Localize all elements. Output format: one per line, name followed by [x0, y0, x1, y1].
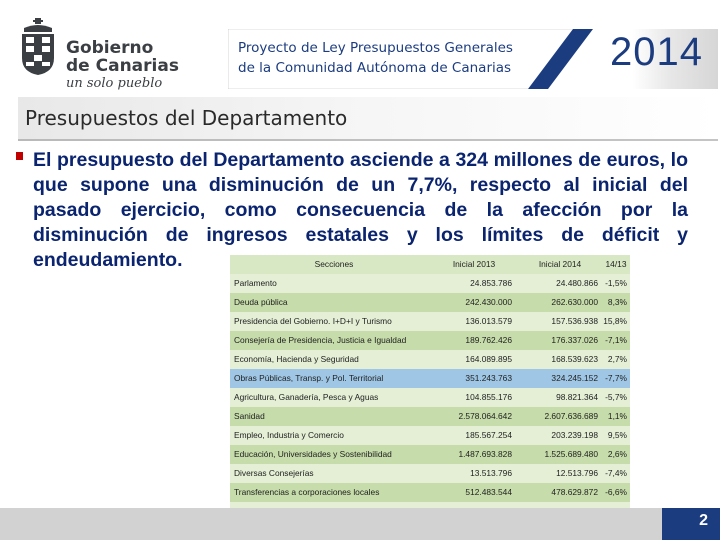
banner-line-2: de la Comunidad Autónoma de Canarias: [238, 60, 512, 76]
cell-variation: -5,7%: [605, 392, 627, 402]
cell-inicial-2014: 24.480.866: [556, 278, 598, 288]
table-row: [230, 464, 630, 483]
banner-line-1: Proyecto de Ley Presupuestos Generales: [238, 40, 513, 56]
cell-inicial-2013: 189.762.426: [465, 335, 512, 345]
table-row: [230, 350, 630, 369]
budget-table: [230, 255, 630, 525]
cell-variation: 9,5%: [607, 430, 627, 440]
cell-variation: 2,7%: [607, 354, 627, 364]
cell-inicial-2014: 12.513.796: [556, 468, 598, 478]
logo-line-canarias: de Canarias: [66, 56, 179, 76]
cell-section: Obras Públicas, Transp. y Pol. Territorial: [234, 373, 384, 383]
cell-inicial-2013: 185.567.254: [465, 430, 512, 440]
logo-tagline: un solo pueblo: [66, 76, 163, 91]
cell-section: Deuda pública: [234, 297, 288, 307]
cell-inicial-2013: 13.513.796: [470, 468, 512, 478]
cell-section: Diversas Consejerías: [234, 468, 314, 478]
header-inicial-2013: Inicial 2013: [452, 259, 496, 269]
cell-variation: -7,7%: [605, 373, 627, 383]
coat-of-arms-icon: [18, 18, 58, 76]
cell-inicial-2014: 176.337.026: [551, 335, 598, 345]
cell-section: Economía, Hacienda y Seguridad: [234, 354, 359, 364]
cell-inicial-2013: 512.483.544: [465, 487, 512, 497]
table-row: [230, 445, 630, 464]
table-row: [230, 388, 630, 407]
banner-title: [238, 38, 513, 78]
cell-section: Transferencias a corporaciones locales: [234, 487, 380, 497]
table-row: [230, 483, 630, 502]
cell-inicial-2014: 2.607.636.689: [544, 411, 598, 421]
table-row: [230, 407, 630, 426]
cell-inicial-2014: 1.525.689.480: [544, 449, 598, 459]
table-row: [230, 312, 630, 331]
cell-inicial-2014: 168.539.623: [551, 354, 598, 364]
cell-inicial-2014: 157.536.938: [551, 316, 598, 326]
cell-inicial-2013: 1.487.693.828: [458, 449, 512, 459]
table-row: [230, 274, 630, 293]
cell-inicial-2013: 351.243.763: [465, 373, 512, 383]
table-row: [230, 426, 630, 445]
cell-inicial-2014: 324.245.152: [551, 373, 598, 383]
table-header-row: [230, 255, 630, 274]
cell-section: Educación, Universidades y Sostenibilidad: [234, 449, 392, 459]
cell-variation: 1,1%: [607, 411, 627, 421]
cell-section: Presidencia del Gobierno. I+D+I y Turismo: [234, 316, 392, 326]
cell-inicial-2013: 24.853.786: [470, 278, 512, 288]
cell-section: Agricultura, Ganadería, Pesca y Aguas: [234, 392, 379, 402]
logo-line-gobierno: Gobierno: [66, 38, 154, 58]
cell-inicial-2013: 136.013.579: [465, 316, 512, 326]
cell-inicial-2013: 104.855.176: [465, 392, 512, 402]
section-title: Presupuestos del Departamento: [25, 106, 348, 130]
cell-section: Sanidad: [234, 411, 265, 421]
cell-inicial-2014: 203.239.198: [551, 430, 598, 440]
table-row: [230, 293, 630, 312]
cell-variation: -7,1%: [605, 335, 627, 345]
table-row: [230, 331, 630, 350]
budget-year: 2014: [610, 30, 703, 74]
header-inicial-2014: Inicial 2014: [538, 259, 582, 269]
cell-inicial-2014: 478.629.872: [551, 487, 598, 497]
summary-text: El presupuesto del Departamento asciende a 324 millones de euros, lo que supone una disminución de un 7,7%, respecto al inicial del pasado ejercicio, como consecuencia de la afección por la disminución de ingresos estatales y los límites de déficit y endeudamiento.: [33, 149, 688, 271]
header-secciones: Secciones: [314, 259, 354, 269]
cell-inicial-2013: 164.089.895: [465, 354, 512, 364]
header-variation: 14/13: [605, 259, 627, 269]
cell-variation: -7,4%: [605, 468, 627, 478]
gobierno-canarias-logo: [14, 14, 184, 94]
cell-section: Empleo, Industria y Comercio: [234, 430, 344, 440]
cell-section: Consejería de Presidencia, Justicia e Igualdad: [234, 335, 407, 345]
cell-inicial-2013: 242.430.000: [465, 297, 512, 307]
cell-inicial-2014: 98.821.364: [556, 392, 598, 402]
page-number: 2: [699, 512, 708, 529]
cell-inicial-2013: 2.578.064.642: [458, 411, 512, 421]
cell-variation: -6,6%: [605, 487, 627, 497]
footer-bar: [0, 508, 720, 540]
cell-variation: -1,5%: [605, 278, 627, 288]
table-row: [230, 369, 630, 388]
cell-variation: 2,6%: [607, 449, 627, 459]
cell-inicial-2014: 262.630.000: [551, 297, 598, 307]
cell-variation: 8,3%: [607, 297, 627, 307]
cell-variation: 15,8%: [603, 316, 627, 326]
cell-section: Parlamento: [234, 278, 277, 288]
